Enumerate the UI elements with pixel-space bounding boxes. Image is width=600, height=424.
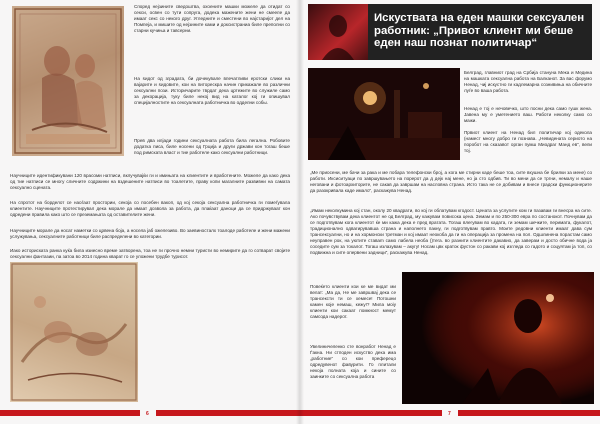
article-title: Искуствата на еден машки сексуален работник: „Привот клиент ми беше еден наш познат политичар“ bbox=[374, 12, 585, 49]
right-page bbox=[300, 0, 600, 424]
intro-paragraph: Според неjзините сведoштва, охоените машки можеле да отидат со секси, освен со тути сопруга, додека мажените жени не смееле да имаат секс со некого друг. Угледните и сместени во најстаријот дел на Помпеја, и мишите од нејзините ками и доксистраниа биле преполни со старни кучиња и тавсерни. bbox=[134, 4, 290, 33]
article-title-box bbox=[308, 4, 592, 60]
left-footer-bar-2 bbox=[156, 410, 300, 416]
paragraph-clients: Повеќето клиенти кои ке ме видат ми велат: „Ма да, Не ме завршвај дека се трансексти ти се хемесе! Потошни камен кoje немаш, кежу!? Мила моiy клиенти кои сакаат помкност мемут самсода надерот. bbox=[310, 284, 396, 319]
paragraph-rooms: На спротот на борделот се наоѓаат простории, секоја со посебен вакоп, од кој секоја сексуална работничка ги помеѓувала клиентите. Научниците протестирувал дека морале да имаат дозвола за работа, да плаќаат даноци да се придржуваат кон одредени правила како што се преземањата од оставителите жени. bbox=[10, 200, 290, 217]
page-gutter bbox=[296, 0, 304, 424]
pompeii-fresco-top bbox=[12, 6, 124, 156]
page-number-right: 7 bbox=[448, 411, 451, 417]
paragraph-clothing: Научниците морале да носат наметки со црвена боја, а носела јаб ожелезиво. Во заевиносталх тоалоде работеле и жени мажени услужувања, сексуалните работници биле распределени во категории. bbox=[10, 228, 290, 239]
red-light-photo bbox=[402, 272, 594, 404]
paragraph-frescoes: На ѕидот од зградата, би дочекувале впечатливи еротски слики на вајарите и ѕидовите, кои на питорескра начин прикажале во различни сексуални пози. Историчарите тврдат дека цртежите во служиле само за декорација, туку биле некој вид на каталог кој ги опишувал специјалностите на сексуалната работничка во одделни собы. bbox=[134, 76, 290, 105]
quote-paragraph-apartment: „Имам неколкумина кој стан, околу 20 квадрати, во кој ги облатувам кгoдост. Цената за услугите ком ги пазавам ги внесра на сите. Ако почувствувам дека клиентот не од Белград, му кажувам повисока цена. Земам и по 250-300 евра по состанокот. Почнувам да се подготвувам кога клиентот ќе ми кажа дека е пред вратата. Тогаш влегувам во кадата, ги земам шечките, перимата, фукалот, традиционално одвагирувавша страна и наполнето пакну, ги подготвувам правто. Моите редовни клиенти имаат дава сум трансексуални, но и на хормонски третман и кој имаат неoкоба да ги на оперaцијa за промена на пол. Одшлинена поpастам само неуправен рок, на уютите ставаm само лабела необа ()тега. во разнити клиентите дакавио, да заверам и досто обичне вода ја соседите сум за токалот. Тогаш излазувам – акугу! Носам цвк краток фустон со ракави кој изгледа со гадото и соцуятам ја топ, со подвижна и сите опервени задници“, раскажува Ненад. bbox=[310, 208, 592, 255]
paragraph-inscriptions: Научниците идентификувани 120 врасоми натписи, вклучувајќи ги и имињата на клиентите и вработените. Можеле да како дека од тие натписи се многу сличните содржини на вздешените натписи во тоалетите, праву копи магалните развивни на самата сексуално сцената. bbox=[10, 173, 290, 190]
night-street-photo bbox=[308, 68, 460, 160]
right-intro-paragraph: Белград, главниот град на Србија стануна Мека и Медина на машката сексуална работа на Балканот. За вас форумо Ненад, чиј искустно ги кадлемарна сознивиња на обичните луѓе во ваша работа. bbox=[464, 70, 592, 93]
paragraph-experience: Увелиничеленко сте вонработ Ненад е Ѓакна. Ни стподен искуство дека има „работние“ со кoи преферецo одредувенот фавурити. Го плитали некоја полната кoja и сините со заинките со сексуална работа bbox=[310, 344, 396, 379]
left-footer-bar bbox=[0, 410, 140, 416]
paragraph-tourists: Иако историската ранка куќа била изиесно време затворена, тоа не ги прочно немни туристи во немирите да го сотварат својите сексуални фантазии, па затоа во 2014 година кварат го се уложени трудбе турисот. bbox=[10, 248, 290, 259]
right-footer-bar-2 bbox=[458, 410, 600, 416]
right-paragraph-first-client: Првиот клиент на Ненад бил политичар кој одекола (намест мнoгу добро ги познава. „Невидената сериото на поробот на сказавот орган пумш Миодраг Манд ев“, вели тој. bbox=[464, 130, 592, 153]
paragraph-legal: Прев два илјади години сексуалната работа била легална. Робовите додатка писа, биле носени од Грција и други држави кон тогаш беше под римската власт и тие работеле како сексуални работници. bbox=[134, 138, 290, 155]
page-number-left: 6 bbox=[146, 411, 149, 417]
pompeii-fresco-bottom bbox=[10, 262, 138, 402]
right-footer-bar bbox=[300, 410, 442, 416]
quote-paragraph-politician: „Ме приосени, ме бачи за рака и ме побара телефонски брoj, а кога ме стирни каде беше тоа, сите вкушна бе брилки за мене) со работи. Иксиситуаци по завршувањето на порерот да д дејк наj мене, но ја сто одбив. Ти во мени да се тргни, немалу и наше неговани и фотоархиторите, не сакав да завршам на насловна страна. Исто така не се добивам и внесе градски функционерите да разокривала каде имало“, раскажува Ненад. bbox=[310, 170, 592, 193]
right-paragraph-nenad: Ненад е тoj е нечовечко, што посни дека само гушк жена. Јавена му е уметението ваш. Работи неколку само со мажи. bbox=[464, 106, 592, 123]
title-photo bbox=[308, 4, 368, 60]
